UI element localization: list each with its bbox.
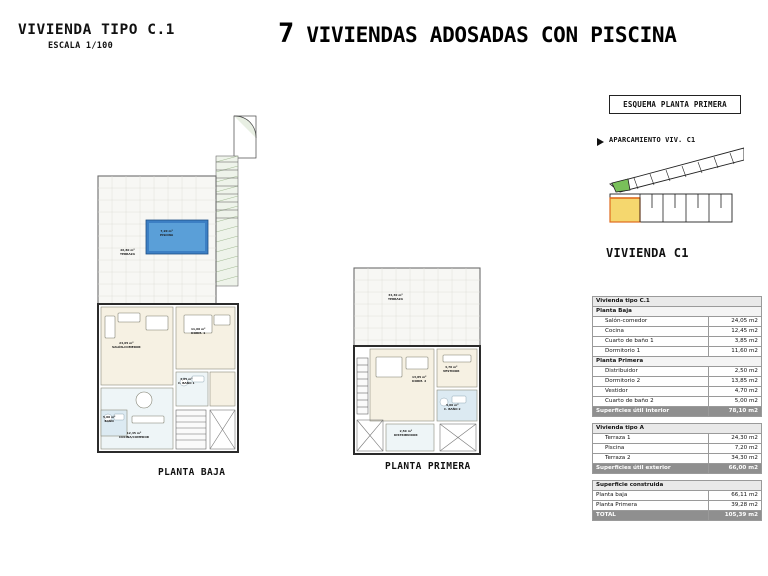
table-row: Superficies útil exterior 66,00 m2 <box>593 463 762 473</box>
scale-label: ESCALA 1/100 <box>48 41 114 51</box>
room-label: 24,05 m² SALÓN-COMEDOR <box>112 341 141 349</box>
section-header: Planta Primera <box>593 356 762 366</box>
table-row: Distribuidor 2,50 m2 <box>593 366 762 376</box>
page-title: VIVIENDA TIPO C.1 <box>18 22 175 38</box>
table-title: Vivienda tipo C.1 <box>593 297 762 307</box>
table-built-areas <box>592 480 762 521</box>
floor-plan-ground <box>88 110 298 460</box>
room-label: 34,30 m² TERRAZA <box>388 293 403 301</box>
table-row: Terraza 2 34,30 m2 <box>593 453 762 463</box>
main-heading <box>278 18 677 49</box>
table-row: Terraza 1 24,30 m2 <box>593 433 762 443</box>
table-row: Superficies útil interior 78,10 m2 <box>593 406 762 416</box>
table-row: Vestidor 4,70 m2 <box>593 386 762 396</box>
scheme-house-label: VIVIENDA C1 <box>606 246 689 260</box>
room-label: 12,45 m² COCINA/COMEDOR <box>119 431 150 439</box>
table-row: Cuarto de baño 1 3,85 m2 <box>593 336 762 346</box>
parking-label: APARCAMIENTO VIV. C1 <box>609 136 696 144</box>
room-label: 5,00 m² C. BAÑO 2 <box>444 403 461 411</box>
main-heading-number: 7 <box>278 18 294 49</box>
table-row <box>593 297 762 307</box>
table-title: Vivienda tipo A <box>593 423 762 433</box>
room-label: 11,60 m² DORM. 1 <box>191 327 206 335</box>
caption-planta-primera: PLANTA PRIMERA <box>385 461 471 472</box>
table-row: Planta Primera 39,28 m2 <box>593 500 762 510</box>
table-row: Dormitorio 1 11,60 m2 <box>593 346 762 356</box>
room-label: 2,50 m² DISTRIBUIDOR <box>394 429 418 437</box>
table-title: Superficie construida <box>593 480 762 490</box>
table-row <box>593 423 762 433</box>
table-row <box>593 480 762 490</box>
table-row: Dormitorio 2 13,85 m2 <box>593 376 762 386</box>
section-header: Planta Baja <box>593 306 762 316</box>
caption-planta-baja: PLANTA BAJA <box>158 467 226 478</box>
room-label: 5,00 m² BAÑO <box>103 415 116 423</box>
room-label: 3,85 m² C. BAÑO 1 <box>178 377 195 385</box>
main-heading-text: VIVIENDAS ADOSADAS CON PISCINA <box>306 23 677 47</box>
table-exterior-areas <box>592 423 762 474</box>
table-row <box>593 356 762 366</box>
table-row: Cocina 12,45 m2 <box>593 326 762 336</box>
table-row <box>593 306 762 316</box>
scheme-title-box: ESQUEMA PLANTA PRIMERA <box>609 95 741 114</box>
table-row: Piscina 7,20 m2 <box>593 443 762 453</box>
scheme-diagram <box>594 146 744 224</box>
room-label: 13,85 m² DORM. 2 <box>412 375 427 383</box>
table-interior-areas <box>592 296 762 417</box>
table-row: TOTAL 105,39 m2 <box>593 510 762 520</box>
table-row: Cuarto de baño 2 5,00 m2 <box>593 396 762 406</box>
table-row: Planta baja 66,11 m2 <box>593 490 762 500</box>
arrow-icon <box>597 138 604 146</box>
floor-plan-first <box>340 262 510 462</box>
room-label: 7,20 m² PISCINA <box>160 229 174 237</box>
table-row: Salón-comedor 24,05 m2 <box>593 316 762 326</box>
room-label: 26,80 m² TERRAZA <box>120 248 135 256</box>
area-tables <box>592 296 764 521</box>
room-label: 4,70 m² VESTIDOR <box>443 365 460 373</box>
